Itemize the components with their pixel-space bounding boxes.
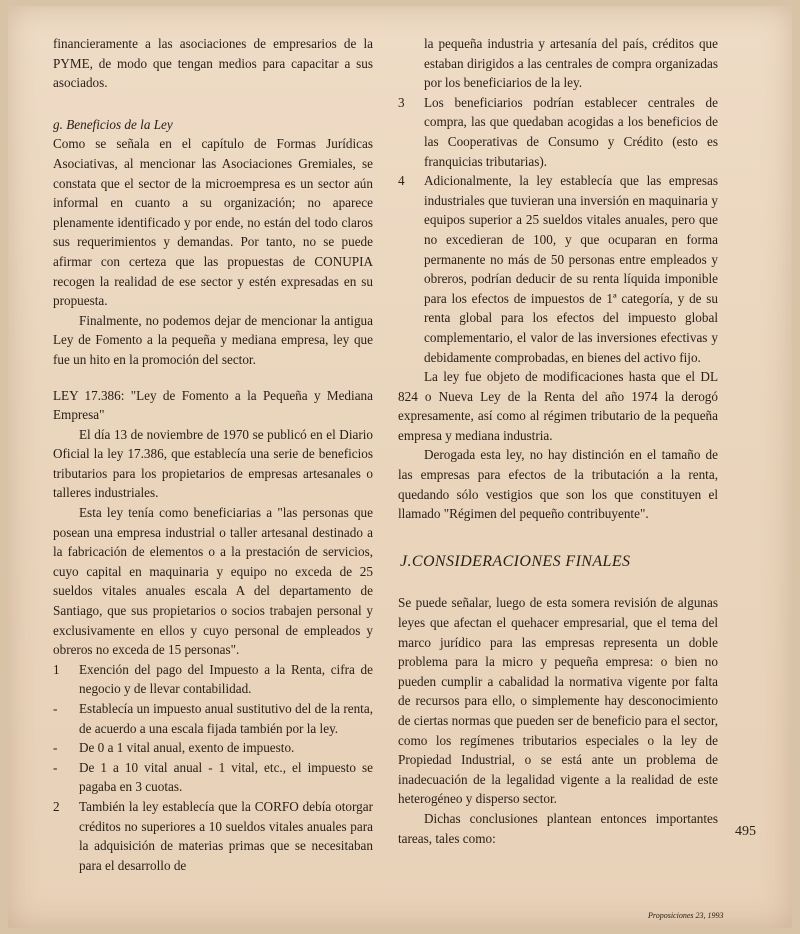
list-marker: 1 — [53, 661, 60, 677]
paragraph: Finalmente, no podemos dejar de mencionar la antigua Ley de Fomento a la pequeña y mediana empresa, ley que fue un hito en la promoción del sector. — [53, 312, 373, 367]
paragraph: Esta ley tenía como beneficiarias a "las personas que posean una empresa industrial o taller artesanal destinado a la fabricación de elementos o a la prestación de servicios, cuyo capital en maquinaria y equipo no exceda de 25 sueldos vitales anuales escala A del departamento de Santiago, que sus propietarios o socios trabajen personal y exclusivamente en ellos y cuyo personal de empleados y obreros no exceda de 15 personas". — [53, 505, 373, 658]
document-page — [8, 6, 792, 928]
list-item-text: Los beneficiarios podrían establecer centrales de compra, las que quedaban acogidas a los beneficios de las Cooperativas de Consumo y Crédito (esto es franquicias tributarias). — [424, 94, 718, 169]
list-marker: - — [53, 759, 58, 775]
section-heading-benefits: g. Beneficios de la Ley — [53, 116, 173, 132]
list-marker: 4 — [398, 173, 405, 189]
paragraph: El día 13 de noviembre de 1970 se publicó en el Diario Oficial la ley 17.386, que establecía una serie de beneficios tributarios para los propietarios de empresas artesanales o talleres industriales. — [53, 426, 373, 501]
paragraph: Como se señala en el capítulo de Formas Jurídicas Asociativas, al mencionar las Asociaciones Gremiales, se constata que el sector de la microempresa es un sector aún informal en cuanto a su organización; no aparece plenamente identificado y por ende, no están del todo claros sus requerimientos y demandas. Por tanto, no se puede afirmar con certeza que las propuestas de CONUPIA recogen la realidad de ese sector y estén expresadas en su propuesta. — [53, 136, 373, 309]
paragraph: Se puede señalar, luego de esta somera revisión de algunas leyes que afectan el quehacer empresarial, que el tema del marco jurídico para las empresas representa un doble problema para la micro y pequeña empresa: o bien no pueden cumplir a cabalidad la normativa vigente por falta de recursos para ello, o simplemente hay desconocimiento de ciertas normas que pueden ser de beneficio para el sector, como los regímenes tributarios especiales o la ley de Propiedad Industrial, o se está ante un problema de inadecuación de la legalidad vigente a la realidad de este heterogéneo y disperso sector. — [398, 595, 718, 807]
journal-footer: Proposiciones 23, 1993 — [648, 911, 724, 920]
list-marker: 3 — [398, 94, 405, 110]
list-item-text: Establecía un impuesto anual sustitutivo del de la renta, de acuerdo a una escala fijada también por la ley. — [79, 701, 373, 736]
list-item — [53, 699, 373, 738]
list-item — [398, 93, 718, 171]
list-item-text: De 1 a 10 vital anual - 1 vital, etc., el impuesto se pagaba en 3 cuotas. — [79, 759, 373, 795]
paragraph: financieramente a las asociaciones de empresarios de la PYME, de modo que tengan medios para capacitar a sus asociados. — [53, 36, 373, 91]
list-item — [53, 758, 373, 797]
paragraph: Dichas conclusiones plantean entonces importantes tareas, tales como: — [398, 810, 718, 846]
right-column — [398, 34, 718, 848]
paragraph: Derogada esta ley, no hay distinción en el tamaño de las empresas para efectos de la tributación a la renta, quedando sólo vestigios que son los que constituyen el llamado "Régimen del pequeño contribuyente". — [398, 447, 718, 522]
list-marker: - — [53, 740, 58, 756]
list-item-text: Exención del pago del Impuesto a la Renta, cifra de negocio y de llevar contabilidad. — [79, 661, 373, 697]
list-marker: 2 — [53, 798, 60, 814]
paragraph: La ley fue objeto de modificaciones hasta que el DL 824 o Nueva Ley de la Renta del año 1974 la derogó expresamente, así como al régimen tributario de la pequeña empresa y mediana industria. — [398, 369, 718, 443]
list-item — [53, 738, 373, 758]
list-marker: - — [53, 701, 58, 716]
left-column — [53, 34, 373, 875]
paragraph: la pequeña industria y artesanía del país, créditos que estaban dirigidos a las centrales de compra organizadas por los beneficiarios de la ley. — [424, 36, 718, 91]
page-number: 495 — [735, 824, 756, 839]
list-item-text: Adicionalmente, la ley establecía que las empresas industriales que tuvieran una inversión en maquinaria y equipos superior a 25 sueldos vitales anuales, pero que no excedieran de 100, y que ocuparan en forma permanente no más de 50 personas entre empleados y obreros, podrían deducir de su renta líquida imponible para los efectos de impuestos de 1ª categoría, y de su renta global para los efectos del impuesto global complementario, el valor de las inversiones efectivas y debidamente comprobadas, en bienes del activo fijo. — [424, 173, 718, 365]
list-item — [398, 171, 718, 367]
list-item — [53, 797, 373, 875]
list-item — [53, 660, 373, 699]
list-item-text: De 0 a 1 vital anual, exento de impuesto. — [79, 740, 295, 756]
list-item-text: También la ley establecía que la CORFO debía otorgar créditos no superiores a 10 sueldos vitales anuales para la adquisición de materias primas que se necesitaban para el desarrollo de — [79, 798, 373, 873]
section-title-final-considerations: J.CONSIDERACIONES FINALES — [400, 552, 631, 570]
law-title: LEY 17.386: "Ley de Fomento a la Pequeña y Mediana Empresa" — [53, 387, 373, 423]
